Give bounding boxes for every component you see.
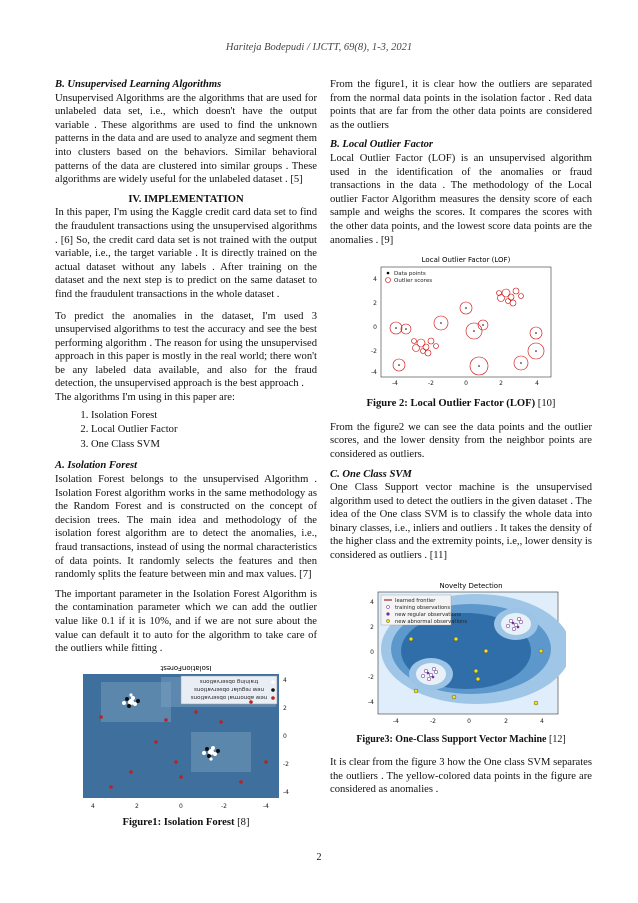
figure1-caption: [55, 816, 317, 830]
tick-label: 4: [540, 717, 544, 725]
tick-label: 2: [504, 717, 508, 725]
caption-ref: [8]: [237, 816, 250, 828]
paragraph-fig3-discussion: It is clear from the figure 3 how the One class SVM separates the outliers . The yellow-colored data points in the figure are considered as anomalies .: [330, 757, 592, 796]
left-column: [55, 78, 317, 839]
algorithm-list: [55, 409, 317, 452]
paragraph-isolation-1: Isolation Forest belongs to the unsupervised Algorithm . Isolation Forest algorithm works in the same methodology as the Random Forest and is constructed on the concept of decision trees. The main idea and methodology of the isolation forest algorithm are to detect the anomalies, i.e., fraud transactions, instead of using the normal characteristics of data points. It randomly selects the features and then randomly splits the feature between min and max values. [7]: [55, 474, 317, 581]
tick-label: 2: [370, 623, 374, 631]
figure3-title: Novelty Detection: [439, 581, 503, 590]
tick-label: 4: [373, 276, 377, 284]
paragraph-impl-3: The algorithms I'm using in this paper are:: [55, 392, 235, 404]
paragraph-impl-1: In this paper, I'm using the Kaggle credit card data set to find the fraudulent transactions using the unsupervised algorithms . [6] So, the credit card data set is not trained with the output variable, i.e., the target variable . It is directly trained on the actual dataset without any labels . After training on the dataset and the next step is to predict on the same dataset to find the fraudulent transactions in the whole dataset .: [55, 207, 317, 300]
tick-label: -2: [368, 673, 374, 681]
legend-label: new abnormal observations: [395, 618, 468, 625]
legend-label: new regular observations: [395, 611, 461, 618]
right-column: [330, 78, 592, 803]
figure-isolation-forest: [71, 662, 301, 812]
list-item: 2. Local Outlier Factor: [91, 423, 317, 437]
caption-text: Figure1: Isolation Forest: [122, 816, 235, 828]
tick-label: -4: [371, 369, 377, 377]
paragraph-impl-2: To predict the anomalies in the dataset, I'm used 3 unsupervised algorithms to test the accuracy and see the best performing algorithm . The reason for using the unsupervised approach in this paper is mostly in the real world; there won't be any labeled data available, and also for the fraud detection, the unsupervised approach is the best approach .: [55, 310, 317, 390]
caption-ref: [10]: [537, 398, 556, 410]
tick-label: 2: [135, 802, 139, 810]
tick-label: 0: [467, 717, 471, 725]
paragraph-fig2-discussion: From the figure2 we can see the data points and the outlier scores, and the lower density from the neighbor points are considered as outliers.: [330, 421, 592, 460]
tick-label: 2: [373, 300, 377, 308]
page-number: 2: [316, 852, 322, 863]
figure2-title: Local Outlier Factor (LOF): [421, 256, 511, 265]
list-item: 3. One Class SVM: [91, 438, 317, 452]
tick-label: 0: [179, 802, 183, 810]
tick-label: 0: [464, 380, 468, 388]
tick-label: 0: [370, 648, 374, 656]
figure3-caption: [330, 733, 592, 747]
figure1-title: IsolationForest: [160, 663, 212, 672]
legend-label: Data points: [394, 271, 426, 278]
tick-label: -2: [428, 380, 434, 388]
tick-label: -2: [371, 348, 377, 356]
tick-label: -2: [430, 717, 436, 725]
legend-label: training observations: [395, 604, 451, 611]
section-heading-isolation-forest: A. Isolation Forest: [55, 460, 138, 472]
running-header: Hariteja Bodepudi / IJCTT, 69(8), 1-3, 2021: [225, 42, 413, 53]
tick-label: 4: [535, 380, 539, 388]
paragraph-fig1-discussion: From the figure1, it is clear how the outliers are separated from the normal data points in the isolation factor . Red data points that are far from the other data points are considered as the outliers: [330, 79, 592, 131]
tick-label: 2: [283, 704, 287, 712]
figure-lof: [361, 253, 561, 393]
tick-label: -4: [392, 380, 398, 388]
legend-label: training observations: [199, 677, 259, 684]
legend-label: learned frontier: [395, 597, 436, 604]
paragraph-isolation-2: The important parameter in the Isolation Forest Algorithm is the contamination parameter which we can add the outlier value like 0.1 if it is 10%, and if we are not sure about the value can default it to auto for the algorithm to take care of the outliers while fitting .: [55, 588, 317, 655]
tick-label: 0: [283, 732, 287, 740]
section-heading-implementation: IV. IMPLEMENTATION: [128, 193, 244, 205]
legend-label: new abnormal observations: [190, 693, 268, 700]
paragraph-unsupervised: Unsupervised Algorithms are the algorithms that are used for unlabeled data set, i.e., which doesn't have the output variable . These algorithms are used to find the unknown patterns in the data and are used to analyze and segment them into clusters based on the behaviors. Similar behavioral patterns of the data are clustered into similar groups . These algorithms are widely useful for the unlabeled dataset . [5]: [55, 92, 317, 186]
tick-label: 4: [283, 676, 287, 684]
tick-label: -4: [393, 717, 399, 725]
section-heading-lof: B. Local Outlier Factor: [330, 139, 433, 151]
tick-label: 0: [373, 324, 377, 332]
section-heading-unsupervised: B. Unsupervised Learning Algorithms: [55, 79, 222, 90]
paragraph-lof: Local Outlier Factor (LOF) is an unsupervised algorithm used in the identification of the anomalies or fraud transactions in the data . The methodology of the Local outlier Factor Algorithm measures the density score of each sample and weighs the scores. It compares the scores with the other data points, and the lowest score data points are the anomalies . [9]: [330, 152, 592, 246]
tick-label: -2: [221, 802, 227, 810]
section-heading-svm: C. One Class SVM: [330, 468, 412, 480]
legend-label: Outlier scores: [394, 278, 433, 285]
caption-text: Figure 2: Local Outlier Factor (LOF): [366, 398, 536, 410]
tick-label: 4: [370, 598, 374, 606]
paragraph-svm: One Class Support vector machine is the unsupervised algorithm used to detect the outliers in the given dataset . The idea of the One class SVM is to classify the whole data into binary classes, i.e., inliers and outliers . It takes the density of the higher class and the extremity points, i.e,, lower density is considered as outliers . [11]: [330, 482, 592, 562]
tick-label: 4: [91, 802, 95, 810]
tick-label: -4: [368, 698, 374, 706]
tick-label: -2: [283, 760, 289, 768]
caption-text: Figure3: One-Class Support Vector Machine: [356, 733, 547, 745]
caption-ref: [12]: [549, 733, 566, 745]
tick-label: -4: [263, 802, 269, 810]
legend-label: new regular observations: [194, 685, 264, 692]
list-item: 1. Isolation Forest: [91, 409, 317, 423]
figure2-caption: [330, 397, 592, 411]
tick-label: 2: [499, 380, 503, 388]
figure-one-class-svm: [356, 579, 566, 729]
tick-label: -4: [283, 788, 289, 796]
